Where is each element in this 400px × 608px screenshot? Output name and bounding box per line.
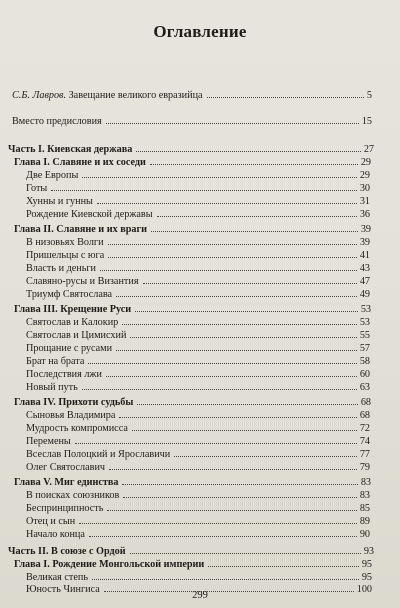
toc-entry-title: Глава I. Рождение Монгольской империи [14, 559, 205, 570]
toc-entry-page-number: 72 [359, 423, 370, 434]
toc-entry-ch-5-s4 [26, 528, 370, 541]
toc-entry-label [26, 461, 107, 474]
toc-entry-title: Брат на брата [26, 356, 85, 367]
toc-entry-page-number: 57 [359, 343, 370, 354]
toc-entry-ch-2-s1 [26, 236, 370, 249]
dot-leader [109, 469, 357, 470]
toc-entry-label [26, 409, 117, 422]
toc-entry-ch-3-s6 [26, 381, 370, 394]
toc-entry-ch-4-s1 [26, 409, 370, 422]
toc-entry-part-1 [8, 143, 374, 156]
toc-entry-title: Юность Чингиса [26, 584, 100, 595]
toc-entry-ch-1-s4 [26, 208, 370, 221]
toc-entry-title: Завещание великого евразийца [66, 90, 203, 101]
toc-entry-page-number: 29 [360, 157, 371, 168]
toc-entry-page-number: 30 [359, 183, 370, 194]
toc-entry-title: Святослав и Цимисхий [26, 330, 127, 341]
dot-leader [137, 404, 357, 405]
toc-entry-label [26, 528, 87, 541]
toc-entry-label [26, 288, 114, 301]
toc-entry-title: Всеслав Полоцкий и Ярославичи [26, 449, 171, 460]
toc-entry-title: Сыновья Владимира [26, 410, 116, 421]
toc-entry-ch-4-s3 [26, 435, 370, 448]
toc-entry-ch-1-s3 [26, 195, 370, 208]
toc-entry-label [26, 316, 120, 329]
toc-entry-label [26, 368, 104, 381]
toc-entry-page-number: 39 [360, 224, 371, 235]
toc-entry-page-number: 83 [359, 490, 370, 501]
dot-leader [174, 456, 357, 457]
toc-entry-ch-3-s4 [26, 355, 370, 368]
toc-entry-title: Глава IV. Прихоти судьбы [14, 397, 134, 408]
toc-entry-title: В поисках союзников [26, 490, 120, 501]
toc-entry-label [26, 208, 155, 221]
toc-entry-page-number: 49 [359, 289, 370, 300]
toc-entry-page-number: 31 [359, 196, 370, 207]
dot-leader [151, 231, 358, 232]
toc-entry-part-2 [8, 545, 374, 558]
toc-entry-ch-3-s3 [26, 342, 370, 355]
toc-entry-ch-5-s3 [26, 515, 370, 528]
dot-leader [107, 510, 356, 511]
toc-entry-title: Пришельцы с юга [26, 250, 105, 261]
toc-entry-label [26, 329, 128, 342]
toc-entry-page-number: 43 [359, 263, 370, 274]
toc-entry-ch-4 [14, 396, 371, 409]
toc-entry-label [26, 435, 73, 448]
toc-entry-title: Глава II. Славяне и их враги [14, 224, 147, 235]
toc-entry-title: Великая степь [26, 572, 88, 583]
dot-leader [150, 164, 358, 165]
toc-entry-page-number: 39 [359, 237, 370, 248]
toc-entry-ch-2-s2 [26, 249, 370, 262]
toc-entry-author: С.Б. Лавров. [12, 90, 67, 101]
toc-entry-ch-3-s2 [26, 329, 370, 342]
toc-entry-label [26, 236, 106, 249]
dot-leader [116, 350, 357, 351]
dot-leader [106, 376, 357, 377]
dot-leader [97, 203, 357, 204]
toc-entry-title: Славяно-русы и Византия [26, 276, 139, 287]
dot-leader [100, 270, 357, 271]
toc-entry-title: Часть II. В союзе с Ордой [8, 546, 126, 557]
dot-leader [130, 337, 356, 338]
toc-entry-label [14, 156, 148, 169]
toc-entry-title: Прощание с русами [26, 343, 113, 354]
toc-entry-ch-4-s2 [26, 422, 370, 435]
toc-entry-preface [12, 115, 372, 128]
dot-leader [122, 324, 357, 325]
toc-entry-label [26, 448, 172, 461]
toc-entry-page-number: 5 [366, 90, 372, 101]
toc-entry-ch-2-s4 [26, 275, 370, 288]
toc-entry-title: Олег Святославич [26, 462, 106, 473]
toc-entry-title: Начало конца [26, 529, 85, 540]
toc-entry-ch-4-s5 [26, 461, 370, 474]
toc-entry-page-number: 83 [360, 477, 371, 488]
toc-entry-label [26, 262, 98, 275]
toc-entry-page-number: 58 [359, 356, 370, 367]
toc-entry-ch-4-s4 [26, 448, 370, 461]
toc-entry-label [14, 558, 206, 571]
toc-entry-page-number: 95 [361, 572, 372, 583]
dot-leader [106, 123, 359, 124]
toc-entry-label [26, 381, 80, 394]
toc-entry-ch-5-s2 [26, 502, 370, 515]
dot-leader [92, 579, 359, 580]
toc-entry-ch-3 [14, 303, 371, 316]
toc-entry-page-number: 60 [359, 369, 370, 380]
toc-entry-intro-lavrov [12, 89, 372, 102]
toc-entry-ch-1 [14, 156, 371, 169]
toc-entry-page-number: 89 [359, 516, 370, 527]
page-title: Оглавление [153, 22, 247, 41]
toc-entry-label [12, 115, 104, 128]
toc-entry-page-number: 68 [359, 410, 370, 421]
toc-entry-label [8, 545, 128, 558]
dot-leader [89, 536, 357, 537]
toc-entry-page-number: 68 [360, 397, 371, 408]
dot-leader [82, 389, 357, 390]
toc-entry-title: Глава V. Миг единства [14, 477, 119, 488]
toc-entry-title: Беспринципность [26, 503, 104, 514]
toc-entry-title: Последствия лжи [26, 369, 102, 380]
toc-entry-label [14, 303, 133, 316]
toc-entry-ch-2-s3 [26, 262, 370, 275]
toc-entry-title: Глава III. Крещение Руси [14, 304, 132, 315]
toc-entry-ch-3-s1 [26, 316, 370, 329]
toc-entry-ch-1-s2 [26, 182, 370, 195]
toc-entry-title: Власть и деньги [26, 263, 96, 274]
toc-entry-ch-2-s5 [26, 288, 370, 301]
toc-entry-label [8, 143, 134, 156]
toc-entry-label [26, 355, 86, 368]
dot-leader [132, 430, 357, 431]
dot-leader [122, 484, 357, 485]
toc-entry-page-number: 47 [359, 276, 370, 287]
dot-leader [116, 296, 357, 297]
toc-entry-title: Отец и сын [26, 516, 76, 527]
toc-entry-label [26, 249, 106, 262]
toc-entry-title: Святослав и Калокир [26, 317, 119, 328]
toc-entry-title: Две Европы [26, 170, 79, 181]
dot-leader [51, 190, 357, 191]
toc-entry-label [14, 396, 135, 409]
dot-leader [88, 363, 356, 364]
toc-entry-p2-ch-1 [14, 558, 372, 571]
toc-entry-page-number: 74 [359, 436, 370, 447]
toc-entry-title: Хунны и гунны [26, 196, 93, 207]
toc-entry-page-number: 36 [359, 209, 370, 220]
toc-entry-title: Триумф Святослава [26, 289, 113, 300]
toc-entry-page-number: 77 [359, 449, 370, 460]
toc-entry-title: Перемены [26, 436, 71, 447]
toc-entry-page-number: 53 [360, 304, 371, 315]
toc-entry-label [12, 89, 205, 102]
toc-entry-label [26, 502, 105, 515]
toc-entry-page-number: 63 [359, 382, 370, 393]
toc-entry-ch-1-s1 [26, 169, 370, 182]
dot-leader [75, 443, 357, 444]
toc-entry-label [26, 169, 80, 182]
toc-entry-page-number: 95 [361, 559, 372, 570]
toc-entry-page-number: 100 [356, 584, 372, 595]
toc-entry-label [26, 195, 95, 208]
toc-entry-ch-5 [14, 476, 371, 489]
toc-entry-label [26, 515, 77, 528]
page-number: 299 [192, 590, 208, 601]
dot-leader [82, 177, 357, 178]
toc-entry-label [26, 275, 141, 288]
toc-entry-ch-5-s1 [26, 489, 370, 502]
toc-entry-label [26, 182, 49, 195]
toc-entry-page-number: 85 [359, 503, 370, 514]
toc-entry-title: Новый путь [26, 382, 78, 393]
dot-leader [119, 417, 356, 418]
toc-entry-title: Мудрость компромисса [26, 423, 128, 434]
toc-entry-page-number: 53 [359, 317, 370, 328]
dot-leader [208, 566, 359, 567]
toc-entry-label [26, 489, 121, 502]
toc-entry-title: Глава I. Славяне и их соседи [14, 157, 146, 168]
toc-entry-title: Вместо предисловия [12, 116, 102, 127]
toc-entry-page-number: 27 [363, 144, 374, 155]
toc-entry-page-number: 55 [359, 330, 370, 341]
dot-leader [143, 283, 357, 284]
toc-entry-ch-3-s5 [26, 368, 370, 381]
toc-entry-page-number: 93 [363, 546, 374, 557]
dot-leader [135, 311, 358, 312]
toc-entry-title: Часть I. Киевская держава [8, 144, 133, 155]
toc-entry-label [14, 223, 149, 236]
dot-leader [108, 257, 357, 258]
toc-entry-page-number: 79 [359, 462, 370, 473]
dot-leader [130, 553, 361, 554]
toc-entry-page-number: 90 [359, 529, 370, 540]
toc-entry-page-number: 29 [359, 170, 370, 181]
toc-entry-title: Рождение Киевской державы [26, 209, 153, 220]
dot-leader [123, 497, 357, 498]
dot-leader [157, 216, 357, 217]
toc-entry-title: В низовьях Волги [26, 237, 104, 248]
dot-leader [207, 97, 364, 98]
toc-entry-page-number: 41 [359, 250, 370, 261]
toc-entry-label [26, 342, 114, 355]
toc-entry-page-number: 15 [361, 116, 372, 127]
toc-entry-label [14, 476, 120, 489]
toc-entry-ch-2 [14, 223, 371, 236]
dot-leader [108, 244, 357, 245]
dot-leader [79, 523, 357, 524]
toc-entry-label [26, 422, 130, 435]
dot-leader [136, 151, 361, 152]
toc-entry-title: Готы [26, 183, 48, 194]
